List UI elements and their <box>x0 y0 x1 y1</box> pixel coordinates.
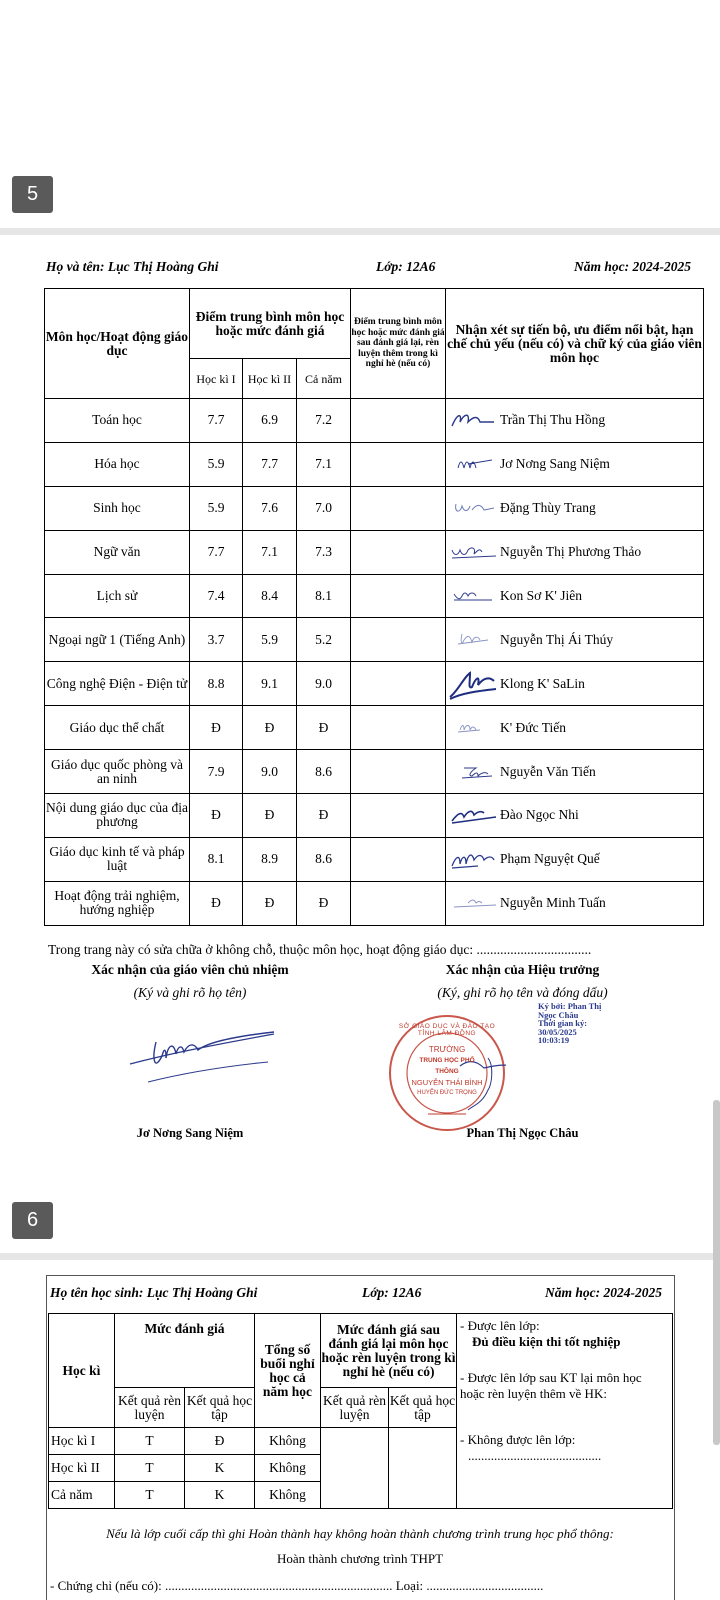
principal-name: Phan Thị Ngọc Châu <box>466 1126 579 1140</box>
study-cell: K <box>185 1455 255 1482</box>
year-cell: 8.6 <box>297 837 351 881</box>
sem2-cell: Đ <box>243 881 297 925</box>
subject-cell: Hóa học <box>45 442 190 486</box>
retest-cell <box>351 837 446 881</box>
teacher-name: Klong K' SaLin <box>500 675 585 691</box>
year-cell: 5.2 <box>297 618 351 662</box>
promo-dots: ......................................... <box>468 1448 602 1463</box>
table-row <box>45 399 704 443</box>
subject-cell: Lịch sử <box>45 574 190 618</box>
average-header: Điểm trung bình môn học hoặc mức đánh giá <box>190 289 351 359</box>
teacher-cell <box>446 794 704 838</box>
page-divider <box>0 1253 720 1260</box>
homeroom-name: Jơ Nơng Sang Niệm <box>136 1126 244 1140</box>
retest-cell <box>351 530 446 574</box>
stamp-line: TRƯỜNG <box>428 1045 466 1054</box>
table-row <box>45 837 704 881</box>
signature-image <box>448 454 498 474</box>
teacher-name: Nguyễn Thị Ái Thúy <box>500 631 614 647</box>
table-row <box>45 750 704 794</box>
grades-table <box>44 288 704 926</box>
absent-cell: Không <box>255 1455 321 1482</box>
year-cell: 8.6 <box>297 750 351 794</box>
teacher-cell <box>446 662 704 706</box>
year-header: Cả năm <box>297 359 351 399</box>
retest-cell <box>351 486 446 530</box>
year-cell: 8.1 <box>297 574 351 618</box>
retest-cell <box>351 399 446 443</box>
teacher-cell <box>446 486 704 530</box>
sem1-cell: Đ <box>190 706 243 750</box>
term-cell: Cả năm <box>49 1482 115 1509</box>
stamp-ring-text: SỞ GIÁO DỤC VÀ ĐÀO TẠO TỈNH LÂM ĐỒNG <box>398 1023 496 1037</box>
year-cell: 7.1 <box>297 442 351 486</box>
homeroom-signature <box>128 1028 278 1088</box>
teacher-cell <box>446 881 704 925</box>
level-header: Mức đánh giá <box>115 1314 255 1388</box>
sem2-cell: Đ <box>243 794 297 838</box>
retest-cell <box>351 574 446 618</box>
re-study-header: Kết quả học tập <box>389 1388 457 1428</box>
homeroom-sign-note: (Ký và ghi rõ họ tên) <box>133 985 247 1000</box>
conduct-cell: T <box>115 1428 185 1455</box>
term-cell: Học kì I <box>49 1428 115 1455</box>
subject-cell: Giáo dục kinh tế và pháp luật <box>45 837 190 881</box>
principal-sign-note: (Ký, ghi rõ họ tên và đóng dấu) <box>437 985 608 1000</box>
scrollbar[interactable] <box>713 1100 720 1445</box>
signature-image <box>448 762 498 782</box>
sem1-cell: Đ <box>190 794 243 838</box>
year-cell: 7.2 <box>297 399 351 443</box>
teacher-name: Nguyễn Minh Tuấn <box>500 895 606 911</box>
subject-cell: Giáo dục quốc phòng và an ninh <box>45 750 190 794</box>
study-cell: Đ <box>185 1428 255 1455</box>
sem2-cell: 8.4 <box>243 574 297 618</box>
page-number-badge: 6 <box>12 1202 53 1239</box>
sem2-cell: 9.0 <box>243 750 297 794</box>
retest-cell <box>351 881 446 925</box>
year-cell: 7.3 <box>297 530 351 574</box>
certificate-line: - Chứng chỉ (nếu có): ...................................................................... Loại: .................................... <box>50 1578 544 1593</box>
subject-cell: Ngoại ngữ 1 (Tiếng Anh) <box>45 618 190 662</box>
retest-cell <box>351 706 446 750</box>
sem2-header: Học kì II <box>243 359 297 399</box>
signed-date: 30/05/2025 <box>538 1026 577 1037</box>
table-row <box>45 618 704 662</box>
absent-cell: Không <box>255 1428 321 1455</box>
signature-image <box>448 498 498 518</box>
teacher-cell <box>446 530 704 574</box>
signature-image <box>448 630 498 650</box>
sem1-cell: 7.4 <box>190 574 243 618</box>
re-conduct-header: Kết quả rèn luyện <box>321 1388 389 1428</box>
school-year: Năm học: 2024-2025 <box>574 259 691 274</box>
signature-image <box>448 410 498 430</box>
subject-cell: Giáo dục thể chất <box>45 706 190 750</box>
conduct-cell: T <box>115 1482 185 1509</box>
final-value: Hoàn thành chương trình THPT <box>276 1551 444 1566</box>
teacher-cell <box>446 399 704 443</box>
sem2-cell: 9.1 <box>243 662 297 706</box>
teacher-name: Nguyễn Thị Phương Thảo <box>500 544 642 560</box>
signature-image <box>448 846 498 872</box>
teacher-cell <box>446 618 704 662</box>
table-row <box>45 794 704 838</box>
signature-image <box>448 893 498 913</box>
student-name: Họ và tên: Lục Thị Hoàng Ghi <box>46 259 219 274</box>
re-study-cell <box>389 1428 457 1509</box>
teacher-name: Nguyễn Văn Tiến <box>500 763 596 779</box>
conduct-header: Kết quả rèn luyện <box>115 1388 185 1428</box>
re-conduct-cell <box>321 1428 389 1509</box>
year-cell: Đ <box>297 794 351 838</box>
teacher-name: Đào Ngọc Nhi <box>500 807 579 823</box>
sem2-cell: 6.9 <box>243 399 297 443</box>
table-row <box>45 530 704 574</box>
year-cell: 9.0 <box>297 662 351 706</box>
signature-image <box>448 667 498 701</box>
sem1-cell: 5.9 <box>190 486 243 530</box>
table-row <box>45 706 704 750</box>
retest-cell <box>351 794 446 838</box>
sem2-cell: 7.7 <box>243 442 297 486</box>
page-divider <box>0 228 720 235</box>
subject-cell: Sinh học <box>45 486 190 530</box>
retest-cell <box>351 442 446 486</box>
homeroom-confirm: Xác nhận của giáo viên chủ nhiệm <box>91 962 289 977</box>
teacher-cell <box>446 837 704 881</box>
sem1-cell: 7.7 <box>190 399 243 443</box>
promo-after: - Được lên lớp sau KT lại môn học hoặc rèn luyện thêm về HK: <box>460 1370 642 1401</box>
signature-image <box>448 805 498 825</box>
promotion-cell <box>457 1314 673 1509</box>
teacher-name: Kon Sơ K' Jiên <box>500 588 582 603</box>
sem1-cell: 8.8 <box>190 662 243 706</box>
year-cell: Đ <box>297 706 351 750</box>
promo-up: - Được lên lớp: <box>460 1318 540 1333</box>
subject-cell: Hoạt động trải nghiệm, hướng nghiệp <box>45 881 190 925</box>
correction-note: Trong trang này có sửa chữa ở không chỗ, thuộc môn học, hoạt động giáo dục: .................................. <box>48 942 592 957</box>
page-number-badge: 5 <box>12 176 53 213</box>
table-row <box>45 442 704 486</box>
study-cell: K <box>185 1482 255 1509</box>
retest-cell <box>351 618 446 662</box>
signed-by: Ký bởi: Phan Thị Ngọc Châu <box>538 1001 602 1020</box>
conduct-table <box>48 1313 673 1509</box>
sem1-cell: 3.7 <box>190 618 243 662</box>
signed-time-label: Thời gian ký: <box>538 1018 588 1028</box>
comment-header: Nhận xét sự tiến bộ, ưu điểm nổi bật, hạn chế chủ yếu (nếu có) và chữ ký của giáo viên môn học <box>446 289 704 399</box>
absent-header: Tổng số buổi nghỉ học cả năm học <box>255 1314 321 1428</box>
teacher-name: Phạm Nguyệt Quế <box>500 851 600 867</box>
sem1-cell: Đ <box>190 881 243 925</box>
retest-cell <box>351 750 446 794</box>
class-label: Lớp: 12A6 <box>376 259 436 274</box>
term-header: Học kì <box>49 1314 115 1428</box>
school-year: Năm học: 2024-2025 <box>545 1285 662 1300</box>
teacher-cell <box>446 706 704 750</box>
sem1-cell: 8.1 <box>190 837 243 881</box>
signature-image <box>448 586 498 606</box>
retest-header: Điểm trung bình môn học hoặc mức đánh giá sau đánh giá lại, rèn luyện thêm trong kì nghỉ hè (nếu có) <box>351 289 446 399</box>
sem2-cell: 7.6 <box>243 486 297 530</box>
reeval-header: Mức đánh giá sau đánh giá lại môn học hoặc rèn luyện trong kì nghỉ hè (nếu có) <box>321 1314 457 1388</box>
signed-time: 10:03:19 <box>538 1035 570 1045</box>
sem2-cell: 5.9 <box>243 618 297 662</box>
teacher-name: Jơ Nơng Sang Niệm <box>500 456 610 472</box>
teacher-name: K' Đức Tiến <box>500 719 567 735</box>
teacher-name: Trần Thị Thu Hồng <box>500 412 606 428</box>
promo-graduate: Đủ điều kiện thi tốt nghiệp <box>472 1334 621 1349</box>
signature-image <box>448 718 498 738</box>
table-row <box>45 881 704 925</box>
stamp-line: HUYỆN ĐỨC TRỌNG <box>417 1090 477 1096</box>
sem2-cell: 7.1 <box>243 530 297 574</box>
teacher-cell <box>446 750 704 794</box>
signature-image <box>448 542 498 562</box>
teacher-name: Đặng Thùy Trang <box>500 500 596 516</box>
retest-cell <box>351 662 446 706</box>
table-row <box>45 574 704 618</box>
final-note: Nếu là lớp cuối cấp thì ghi Hoàn thành hay không hoàn thành chương trình trung học phổ thông: <box>106 1526 614 1541</box>
subject-cell: Nội dung giáo dục của địa phương <box>45 794 190 838</box>
class-label: Lớp: 12A6 <box>362 1285 422 1300</box>
principal-confirm: Xác nhận của Hiệu trưởng <box>445 962 600 977</box>
sem1-cell: 5.9 <box>190 442 243 486</box>
subject-cell: Công nghệ Điện - Điện tử <box>45 662 190 706</box>
subject-header: Môn học/Hoạt động giáo dục <box>45 289 190 399</box>
table-row <box>45 486 704 530</box>
teacher-cell <box>446 442 704 486</box>
subject-cell: Ngữ văn <box>45 530 190 574</box>
teacher-cell <box>446 574 704 618</box>
sem1-header: Học kì I <box>190 359 243 399</box>
table-row <box>45 662 704 706</box>
sem1-cell: 7.7 <box>190 530 243 574</box>
stamp-line: TRUNG HỌC PHỔ THÔNG <box>419 1057 475 1075</box>
study-header: Kết quả học tập <box>185 1388 255 1428</box>
student-name: Họ tên học sinh: Lục Thị Hoàng Ghi <box>50 1285 258 1300</box>
school-stamp <box>388 1014 506 1132</box>
year-cell: 7.0 <box>297 486 351 530</box>
promo-not-up: - Không được lên lớp: <box>460 1432 576 1447</box>
digital-signature-info <box>538 1002 618 1045</box>
year-cell: Đ <box>297 881 351 925</box>
conduct-cell: T <box>115 1455 185 1482</box>
term-cell: Học kì II <box>49 1455 115 1482</box>
sem1-cell: 7.9 <box>190 750 243 794</box>
stamp-line: NGUYỄN THÁI BÌNH <box>411 1078 483 1087</box>
absent-cell: Không <box>255 1482 321 1509</box>
stamp-center <box>407 1044 487 1099</box>
sem2-cell: Đ <box>243 706 297 750</box>
sem2-cell: 8.9 <box>243 837 297 881</box>
subject-cell: Toán học <box>45 399 190 443</box>
